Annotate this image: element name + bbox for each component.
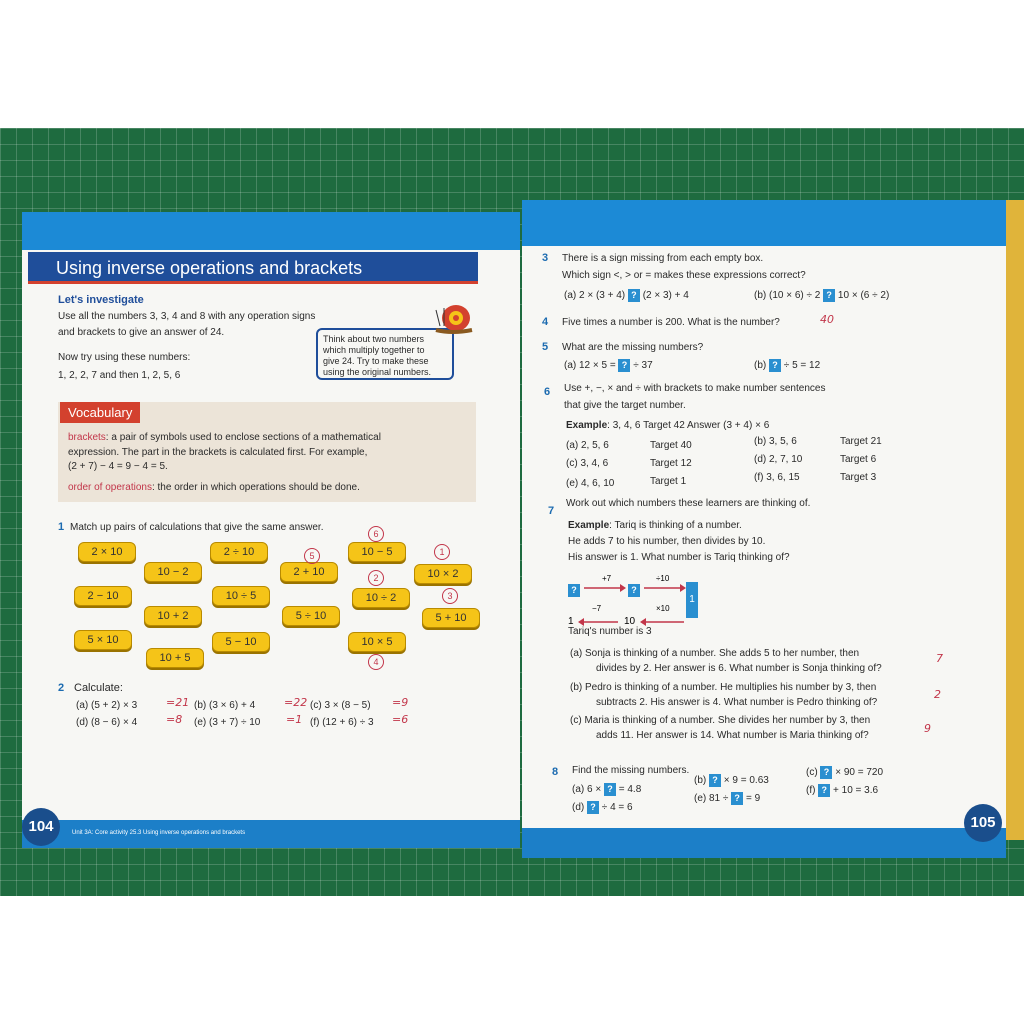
question-text: What are the missing numbers? — [562, 342, 704, 353]
flow-value: 10 — [624, 616, 636, 627]
vocab-definition: : the order in which operations should be done. — [151, 482, 360, 493]
vocab-term: order of operations — [68, 482, 152, 493]
expression: ÷ 4 = 6 — [601, 802, 633, 814]
page-number: 104 — [22, 808, 60, 846]
handwritten-answer: 7 — [936, 652, 943, 665]
expression: ÷ 37 — [633, 360, 653, 372]
q6-item-target: Target 40 — [650, 440, 692, 451]
question-text: Which sign <, > or = makes these expressions correct? — [562, 270, 806, 281]
missing-number-box[interactable]: ? — [820, 766, 832, 779]
handwritten-circle-mark: 4 — [368, 654, 384, 670]
vocab-definition: : a pair of symbols used to enclose sections of a mathematical — [105, 432, 381, 443]
arrow-left-icon — [578, 618, 618, 626]
investigate-line: and brackets to give an answer of 24. — [58, 327, 225, 338]
vocabulary-heading: Vocabulary — [60, 402, 140, 423]
question-number: 4 — [542, 316, 549, 328]
handwritten-answer: =8 — [166, 713, 183, 726]
page-header-bar — [522, 200, 1006, 246]
question-text: Match up pairs of calculations that give the same answer. — [70, 522, 324, 533]
calc-item: (f) (12 + 6) ÷ 3 — [310, 717, 374, 728]
footer-unit-text: Unit 3A: Core activity 25.3 Using inverse operations and brackets — [72, 830, 246, 836]
calculation-card[interactable]: 2 ÷ 10 — [210, 542, 268, 562]
missing-number-box[interactable]: ? — [731, 792, 743, 805]
example-line — [566, 420, 769, 431]
missing-number-box[interactable]: ? — [709, 774, 721, 787]
page-number: 105 — [964, 804, 1002, 842]
expression: (d) — [572, 802, 585, 814]
calculation-card[interactable]: 10 × 5 — [348, 632, 406, 652]
expression: = 4.8 — [618, 784, 642, 796]
flow-unknown-box: ? — [568, 584, 580, 597]
missing-number-box[interactable]: ? — [604, 783, 616, 796]
q6-item-target: Target 6 — [840, 454, 877, 465]
page-title: Using inverse operations and brackets — [28, 252, 478, 284]
expression: + 10 = 3.6 — [833, 785, 879, 797]
q8-item-e — [694, 792, 760, 805]
example-line — [568, 520, 742, 531]
snail-mascot-icon — [432, 296, 476, 336]
example-label: Example — [568, 520, 610, 531]
question-number: 3 — [542, 252, 549, 264]
q7-item-c: adds 11. Her answer is 14. What number is Maria thinking of? — [596, 730, 869, 741]
calculation-card[interactable]: 10 × 2 — [414, 564, 472, 584]
page-footer-bar — [522, 828, 1006, 858]
calc-item: (a) (5 + 2) × 3 — [76, 700, 138, 711]
handwritten-answer: =21 — [166, 696, 190, 709]
question-text: Work out which numbers these learners are thinking of. — [566, 498, 811, 509]
handwritten-answer: =22 — [284, 696, 308, 709]
calculation-card[interactable]: 10 ÷ 5 — [212, 586, 270, 606]
q5-item-a — [564, 359, 653, 372]
handwritten-answer: 9 — [924, 722, 931, 735]
question-number: 2 — [58, 682, 65, 694]
q7-item-c: (c) Maria is thinking of a number. She divides her number by 3, then — [570, 715, 871, 726]
q7-item-a: (a) Sonja is thinking of a number. She adds 5 to her number, then — [570, 648, 860, 659]
book-cover-edge — [1006, 200, 1024, 840]
expression: 10 × (6 ÷ 2) — [837, 290, 890, 302]
question-number: 6 — [544, 386, 551, 398]
q3-item-a — [564, 289, 689, 302]
vocab-brackets — [68, 432, 381, 443]
expression: (f) — [806, 785, 816, 797]
arrow-right-icon — [644, 584, 686, 592]
calculation-card[interactable]: 5 × 10 — [74, 630, 132, 650]
q8-item-c — [806, 766, 883, 779]
calc-item: (e) (3 + 7) ÷ 10 — [194, 717, 261, 728]
calculation-card[interactable]: 5 − 10 — [212, 632, 270, 652]
handwritten-answer: 40 — [820, 313, 834, 326]
calculation-card[interactable]: 10 + 5 — [146, 648, 204, 668]
calculation-card[interactable]: 2 + 10 — [280, 562, 338, 582]
expression: = 9 — [745, 793, 761, 805]
q6-item-label: (b) 3, 5, 6 — [754, 436, 797, 447]
flow-unknown-box: ? — [628, 584, 640, 597]
calculation-card[interactable]: 10 − 5 — [348, 542, 406, 562]
arrow-left-icon — [640, 618, 684, 626]
example-label: Example — [566, 420, 608, 431]
flow-result-box: 1 — [686, 582, 698, 618]
missing-sign-box[interactable]: ? — [823, 289, 835, 302]
investigate-line: Use all the numbers 3, 3, 4 and 8 with any operation signs — [58, 311, 316, 322]
calc-item: (d) (8 − 6) × 4 — [76, 717, 138, 728]
arrow-right-icon — [584, 584, 626, 592]
q6-item-label: (a) 2, 5, 6 — [566, 440, 609, 451]
missing-number-box[interactable]: ? — [618, 359, 630, 372]
vocab-term: brackets — [68, 432, 106, 443]
expression: (2 × 3) + 4 — [642, 290, 689, 302]
lets-investigate-heading: Let's investigate — [58, 294, 144, 306]
missing-number-box[interactable]: ? — [587, 801, 599, 814]
handwritten-circle-mark: 3 — [442, 588, 458, 604]
handwritten-answer: =6 — [392, 713, 409, 726]
flow-op-label: −7 — [592, 604, 602, 613]
q7-item-b: subtracts 2. His answer is 4. What number is Pedro thinking of? — [596, 697, 878, 708]
question-text: Five times a number is 200. What is the number? — [562, 317, 780, 328]
flow-value: 1 — [568, 616, 574, 627]
example-text: : Tariq is thinking of a number. — [609, 520, 742, 531]
q6-item-target: Target 3 — [840, 472, 877, 483]
missing-sign-box[interactable]: ? — [628, 289, 640, 302]
q6-item-label: (d) 2, 7, 10 — [754, 454, 803, 465]
example-conclusion: Tariq's number is 3 — [568, 626, 652, 637]
question-number: 5 — [542, 341, 549, 353]
expression: (a) 6 × — [572, 784, 602, 796]
calculation-card[interactable]: 5 + 10 — [422, 608, 480, 628]
expression: (a) 2 × (3 + 4) — [564, 290, 626, 302]
question-text: Calculate: — [74, 682, 123, 694]
expression: (c) — [806, 767, 818, 779]
q6-item-target: Target 12 — [650, 458, 692, 469]
expression: ÷ 5 = 12 — [783, 360, 821, 372]
expression: (b) — [694, 775, 707, 787]
flow-op-label: ×10 — [656, 604, 670, 613]
flow-op-label: ÷10 — [656, 574, 670, 583]
q3-item-b — [754, 289, 889, 302]
calc-item: (b) (3 × 6) + 4 — [194, 700, 256, 711]
q8-item-d — [572, 801, 633, 814]
expression: (a) 12 × 5 = — [564, 360, 616, 372]
question-number: 1 — [58, 521, 65, 533]
calculation-card[interactable]: 2 × 10 — [78, 542, 136, 562]
right-page — [522, 200, 1006, 858]
q6-item-target: Target 21 — [840, 436, 882, 447]
page-header-bar — [22, 212, 520, 250]
q8-item-a — [572, 783, 641, 796]
left-page — [22, 212, 520, 848]
calculation-card[interactable]: 10 + 2 — [144, 606, 202, 626]
missing-number-box[interactable]: ? — [818, 784, 830, 797]
q6-item-target: Target 1 — [650, 476, 687, 487]
flow-op-label: +7 — [602, 574, 612, 583]
q5-item-b — [754, 359, 820, 372]
question-text: There is a sign missing from each empty box. — [562, 253, 764, 264]
example-text: He adds 7 to his number, then divides by 10. — [568, 536, 766, 547]
calculation-card[interactable]: 10 − 2 — [144, 562, 202, 582]
handwritten-circle-mark: 2 — [368, 570, 384, 586]
missing-number-box[interactable]: ? — [769, 359, 781, 372]
vocab-definition: expression. The part in the brackets is calculated first. For example, — [68, 447, 368, 458]
vocab-example: (2 + 7) − 4 = 9 − 4 = 5. — [68, 461, 168, 472]
q7-item-b: (b) Pedro is thinking of a number. He multiplies his number by 3, then — [570, 682, 877, 693]
question-text: that give the target number. — [564, 400, 686, 411]
handwritten-answer: =1 — [286, 713, 303, 726]
expression: (b) — [754, 360, 767, 372]
question-number: 7 — [548, 505, 555, 517]
calculation-card[interactable]: 5 ÷ 10 — [282, 606, 340, 626]
handwritten-answer: =9 — [392, 696, 409, 709]
investigate-line: 1, 2, 2, 7 and then 1, 2, 5, 6 — [58, 370, 181, 381]
example-text: : 3, 4, 6 Target 42 Answer (3 + 4) × 6 — [607, 420, 770, 431]
q7-item-a: divides by 2. Her answer is 6. What number is Sonja thinking of? — [596, 663, 882, 674]
expression: × 9 = 0.63 — [723, 775, 769, 787]
example-text: His answer is 1. What number is Tariq thinking of? — [568, 552, 790, 563]
calc-item: (c) 3 × (8 − 5) — [310, 700, 371, 711]
hint-speech-box: Think about two numbers which multiply together to give 24. Try to make these using the original numbers. — [316, 328, 454, 380]
investigate-line: Now try using these numbers: — [58, 352, 191, 363]
calculation-card[interactable]: 10 ÷ 2 — [352, 588, 410, 608]
handwritten-circle-mark: 5 — [304, 548, 320, 564]
q6-item-label: (c) 3, 4, 6 — [566, 458, 609, 469]
calculation-card[interactable]: 2 − 10 — [74, 586, 132, 606]
expression: (b) (10 × 6) ÷ 2 — [754, 290, 821, 302]
q6-item-label: (f) 3, 6, 15 — [754, 472, 800, 483]
q8-item-b — [694, 774, 769, 787]
handwritten-answer: 2 — [934, 688, 941, 701]
question-text: Use +, −, × and ÷ with brackets to make number sentences — [564, 383, 826, 394]
expression: × 90 = 720 — [835, 767, 884, 779]
question-number: 8 — [552, 766, 559, 778]
expression: (e) 81 ÷ — [694, 793, 729, 805]
handwritten-circle-mark: 6 — [368, 526, 384, 542]
q8-item-f — [806, 784, 878, 797]
q6-item-label: (e) 4, 6, 10 — [566, 478, 615, 489]
question-text: Find the missing numbers. — [572, 765, 690, 776]
vocab-order — [68, 482, 360, 493]
handwritten-circle-mark: 1 — [434, 544, 450, 560]
